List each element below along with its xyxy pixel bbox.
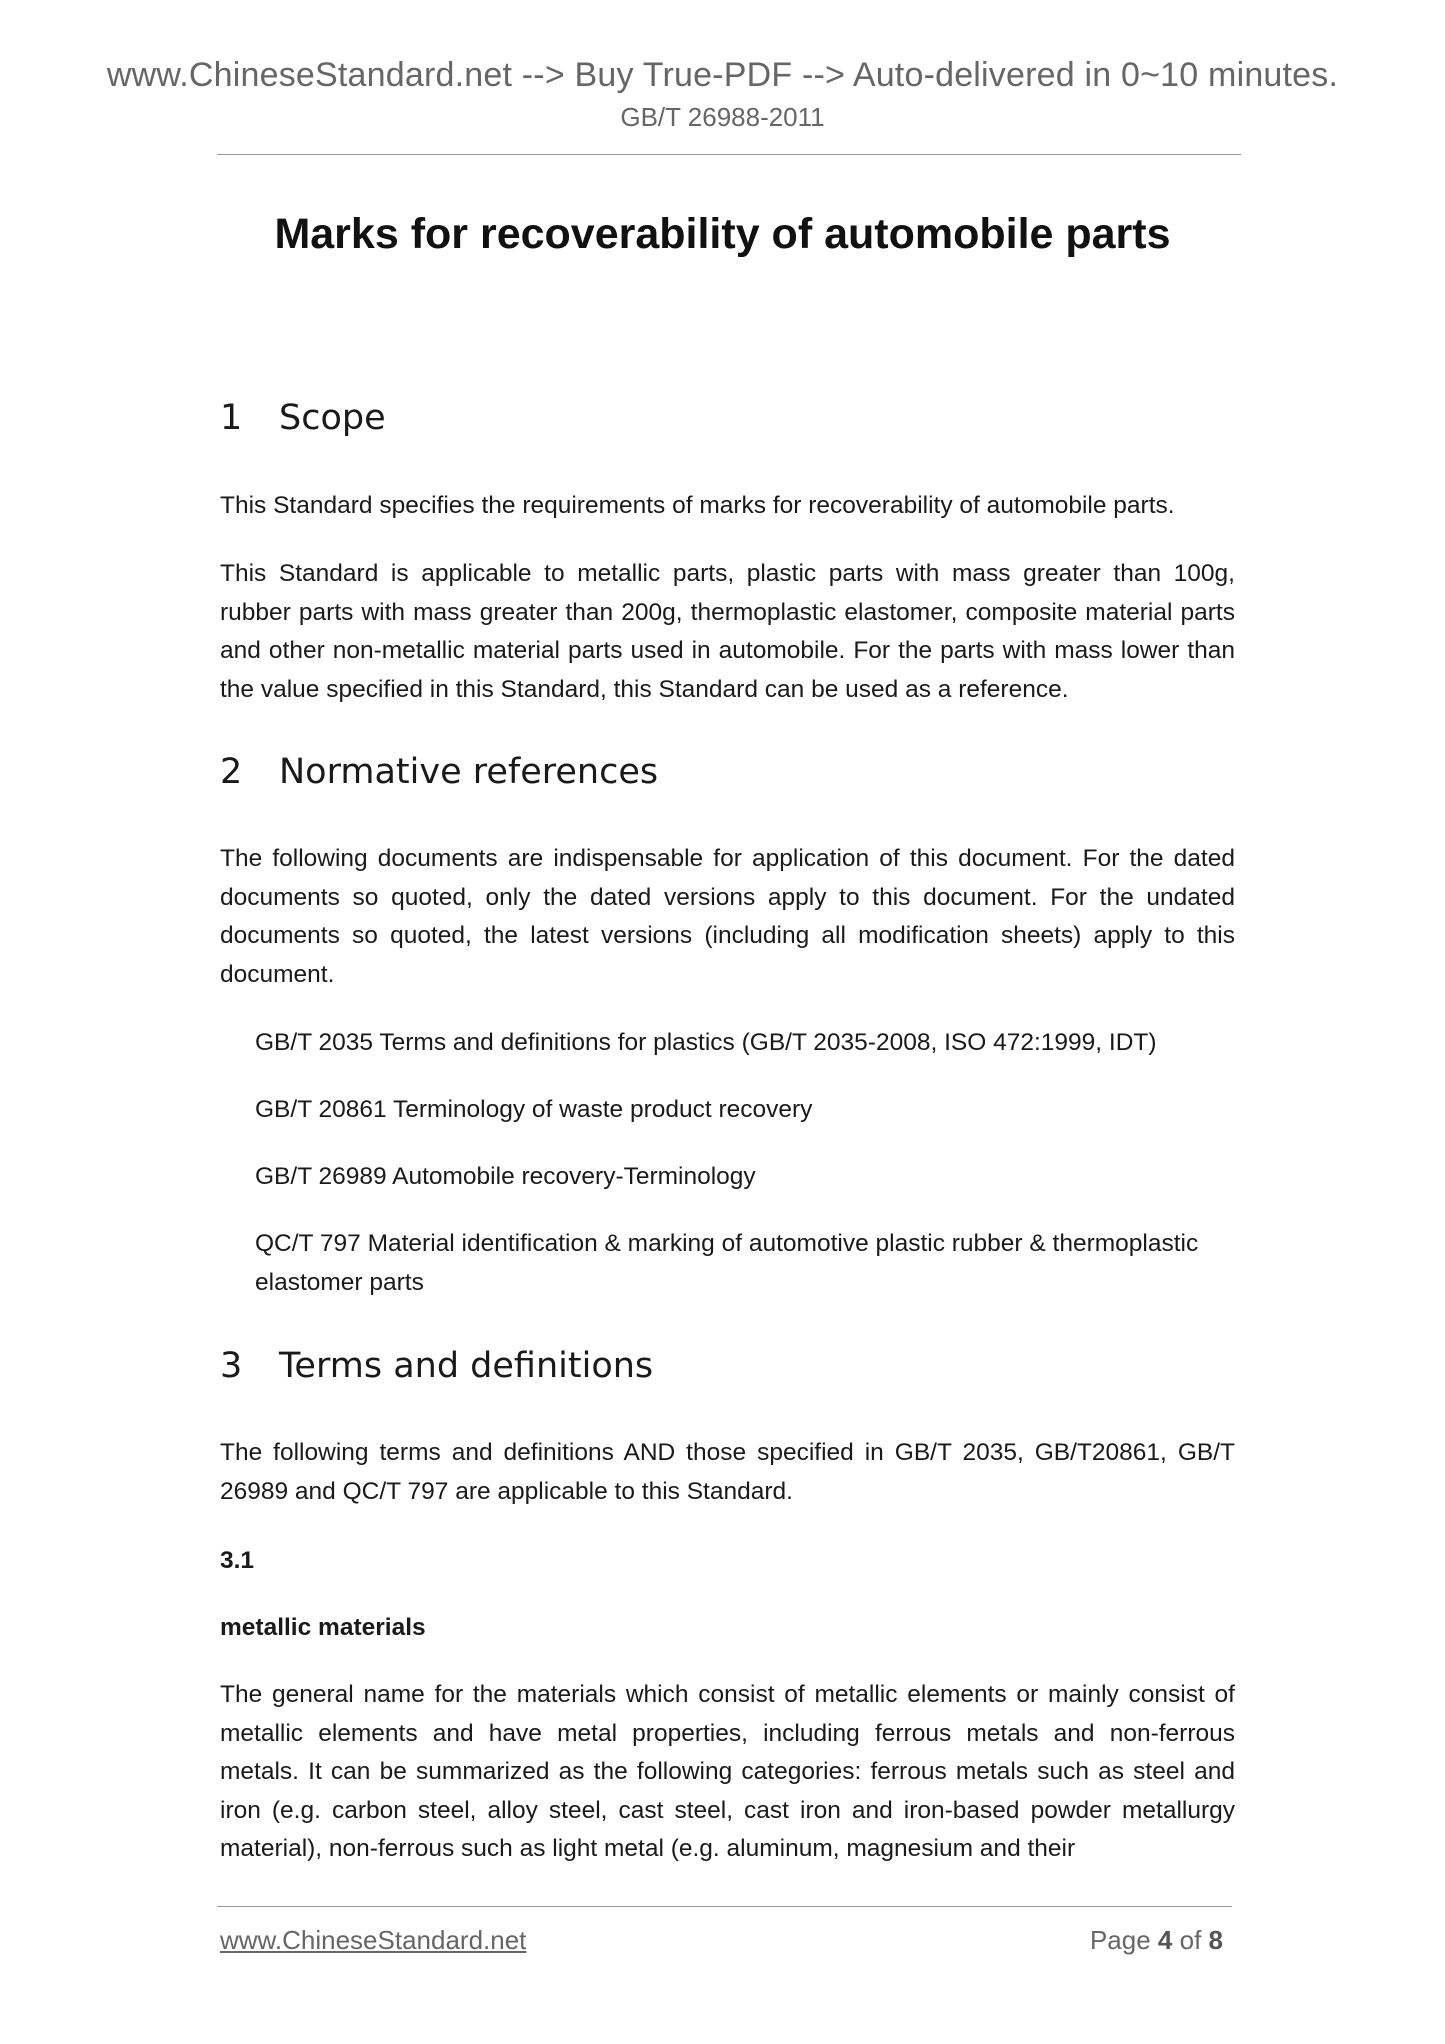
document-title: Marks for recoverability of automobile parts <box>274 210 1171 258</box>
term-definition: The general name for the materials which consist of metallic elements or mainly consist of metallic elements and have metal properties, including ferrous metals and non-ferrous metals. It can be summarized as the following categories: ferrous metals such as steel and iron (e.g. carbon steel, alloy steel, cast steel, cast iron and iron-based powder metallurgy material), non-ferrous such as light metal (e.g. aluminum, magnesium and their <box>220 1681 1235 1862</box>
reference-item: GB/T 26989 Automobile recovery-Terminology <box>255 1163 756 1190</box>
page-indicator <box>1090 1925 1223 1956</box>
normative-references-paragraph: The following documents are indispensable for application of this document. For the dated documents so quoted, only the dated versions apply to this document. For the undated documents so quoted, the latest versions (including all modification sheets) apply to this document. <box>220 845 1235 988</box>
section-heading-scope <box>220 398 386 438</box>
header-divider <box>217 154 1241 155</box>
term-name: metallic materials <box>220 1614 426 1641</box>
header-banner: www.ChineseStandard.net --> Buy True-PDF --> Auto-delivered in 0~10 minutes. <box>106 56 1339 94</box>
page-of-label: of <box>1179 1925 1202 1955</box>
reference-item: GB/T 2035 Terms and definitions for plastics (GB/T 2035-2008, ISO 472:1999, IDT) <box>255 1029 1157 1056</box>
terms-intro-paragraph: The following terms and definitions AND those specified in GB/T 2035, GB/T20861, GB/T 26989 and QC/T 797 are applicable to this Standard. <box>220 1439 1235 1505</box>
section-number: 2 <box>220 752 243 792</box>
section-title: Scope <box>279 398 386 438</box>
section-number: 1 <box>220 398 243 438</box>
reference-item: GB/T 20861 Terminology of waste product recovery <box>255 1096 813 1123</box>
scope-paragraph-2: This Standard is applicable to metallic parts, plastic parts with mass greater than 100g, rubber parts with mass greater than 200g, thermoplastic elastomer, composite material parts and other non-metallic material parts used in automobile. For the parts with mass lower than the value specified in this Standard, this Standard can be used as a reference. <box>220 560 1235 703</box>
footer-divider <box>217 1906 1232 1907</box>
current-page-number: 4 <box>1157 1925 1173 1955</box>
standard-code: GB/T 26988-2011 <box>620 102 825 132</box>
scope-paragraph-1: This Standard specifies the requirements of marks for recoverability of automobile parts. <box>220 492 1175 519</box>
section-heading-normative-references <box>220 752 658 792</box>
section-title: Terms and definitions <box>279 1346 654 1386</box>
page-label: Page <box>1089 1925 1151 1955</box>
reference-item: QC/T 797 Material identification & marking of automotive plastic rubber & thermoplastic elastomer parts <box>255 1230 1199 1296</box>
section-title: Normative references <box>279 752 659 792</box>
section-number: 3 <box>220 1346 243 1386</box>
total-pages-number: 8 <box>1208 1925 1223 1955</box>
footer-website-link[interactable]: www.ChineseStandard.net <box>220 1925 527 1955</box>
clause-number: 3.1 <box>220 1547 255 1574</box>
section-heading-terms-and-definitions <box>220 1346 653 1386</box>
